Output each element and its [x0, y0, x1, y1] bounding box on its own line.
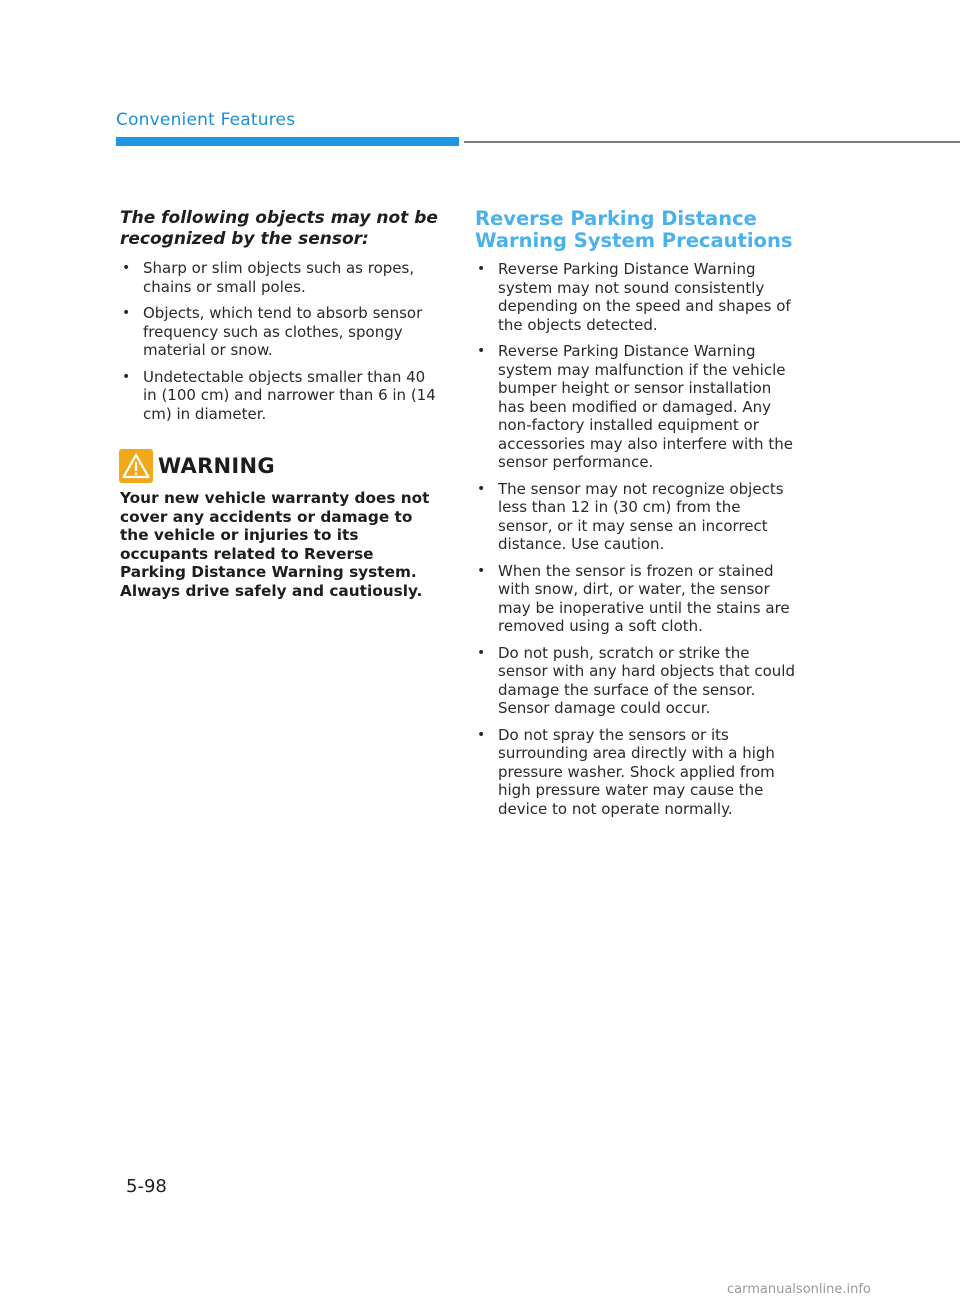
warning-block — [120, 449, 440, 600]
objects-list — [120, 259, 440, 423]
warning-text: Your new vehicle warranty does not cover any accidents or damage to the vehicle or injuries to its occupants related to Reverse Parking Distance Warning system. Always drive safely and cautiously. — [120, 489, 430, 600]
bullet-icon: • — [477, 343, 486, 359]
objects-heading: The following objects may not be recognized by the sensor: — [120, 208, 438, 249]
header-rule-gray — [464, 141, 960, 143]
warning-label: WARNING — [158, 454, 275, 478]
bullet-icon: • — [477, 726, 486, 743]
list-item-text: The sensor may not recognize objects less than 12 in (30 cm) from the sensor, or it may sense an incorrect distance. Use caution. — [498, 479, 784, 553]
warning-title — [120, 449, 440, 483]
bullet-icon: • — [477, 644, 486, 661]
list-item-text: Do not spray the sensors or its surrounding area directly with a high pressure washer. Shock applied from high pressure water may cause the device to not operate normally. — [498, 725, 775, 818]
bullet-icon: • — [477, 562, 486, 579]
list-item — [120, 259, 440, 296]
list-item-text: Objects, which tend to absorb sensor frequency such as clothes, spongy material or snow. — [143, 304, 423, 359]
list-item — [120, 304, 440, 360]
bullet-icon: • — [477, 480, 486, 497]
list-item — [475, 644, 797, 718]
bullet-icon: • — [477, 261, 486, 277]
list-item — [475, 726, 797, 819]
list-item — [120, 368, 440, 424]
list-item — [475, 562, 797, 636]
precautions-list — [475, 260, 797, 818]
list-item-text: Sharp or slim objects such as ropes, chains or small poles. — [143, 259, 415, 296]
list-item-text: When the sensor is frozen or stained with snow, dirt, or water, the sensor may be inoperative until the stains are removed using a soft cloth. — [498, 561, 790, 635]
list-item-text: Reverse Parking Distance Warning system may malfunction if the vehicle bumper height or sensor installation has been modified or damaged. Any non-factory installed equipment or accessories may also interfere with the sensor performance. — [498, 342, 793, 471]
list-item-text: Do not push, scratch or strike the sensor with any hard objects that could damage the surface of the sensor. Sensor damage could occur. — [498, 643, 795, 717]
left-column — [120, 208, 440, 600]
list-item — [475, 260, 797, 334]
header-rule-blue — [116, 137, 459, 146]
page-number: 5-98 — [126, 1176, 167, 1197]
list-item — [475, 480, 797, 554]
list-item-text: Reverse Parking Distance Warning system may not sound consistently depending on the speed and shapes of the objects detected. — [498, 260, 791, 334]
list-item-text: Undetectable objects smaller than 40 in (100 cm) and narrower than 6 in (14 cm) in diameter. — [143, 367, 436, 423]
warning-triangle-icon — [119, 449, 153, 483]
precautions-heading: Reverse Parking Distance Warning System Precautions — [475, 207, 793, 252]
bullet-icon: • — [122, 368, 131, 385]
bullet-icon: • — [122, 305, 131, 321]
list-item — [475, 342, 797, 472]
watermark: carmanualsonline.info — [727, 1282, 871, 1297]
right-column — [475, 208, 797, 826]
bullet-icon: • — [122, 260, 131, 276]
section-title: Convenient Features — [116, 110, 296, 130]
